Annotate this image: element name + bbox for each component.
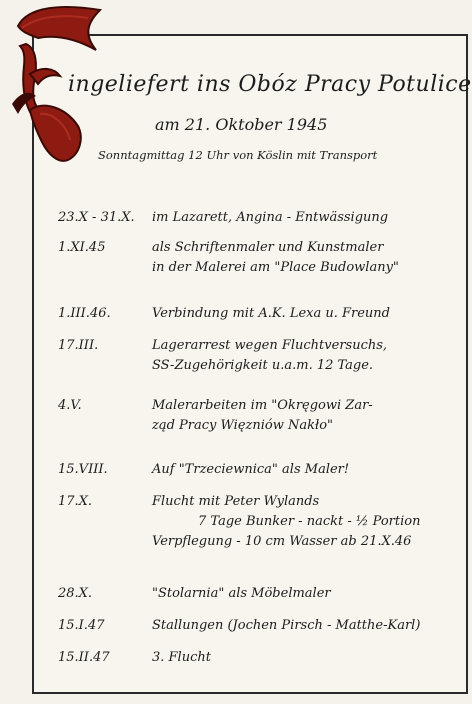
entry-line: SS-Zugehörigkeit u.a.m. 12 Tage. bbox=[152, 358, 374, 373]
entry-date: 17.III. bbox=[58, 338, 99, 353]
entry-line: "Stolarnia" als Möbelmaler bbox=[152, 586, 331, 601]
entry-line: 7 Tage Bunker - nackt - ½ Portion bbox=[198, 514, 421, 529]
entry-date: 17.X. bbox=[58, 494, 93, 509]
entry-text bbox=[152, 396, 457, 436]
entry-text bbox=[152, 460, 457, 480]
document-title: ingeliefert ins Obóz Pracy Potulice bbox=[68, 72, 472, 97]
entry-text bbox=[152, 584, 457, 604]
entry-date: 23.X - 31.X. bbox=[58, 210, 135, 225]
entry-date: 4.V. bbox=[58, 398, 82, 413]
entry-date: 28.X. bbox=[58, 586, 93, 601]
entry-date: 15.VIII. bbox=[58, 462, 108, 477]
entry-text bbox=[152, 492, 457, 552]
entry-line: Flucht mit Peter Wylands bbox=[152, 494, 320, 509]
entry-line: Verbindung mit A.K. Lexa u. Freund bbox=[152, 306, 390, 321]
entry-line: Malerarbeiten im "Okręgowi Zar- bbox=[152, 398, 373, 413]
entry-line: als Schriftenmaler und Kunstmaler bbox=[152, 240, 384, 255]
entry-line: im Lazarett, Angina - Entwässigung bbox=[152, 210, 389, 225]
entry-date: 15.I.47 bbox=[58, 618, 105, 633]
entry-date: 1.XI.45 bbox=[58, 240, 106, 255]
transport-note: Sonntagmittag 12 Uhr von Köslin mit Transport bbox=[98, 148, 378, 162]
entry-text bbox=[152, 238, 457, 278]
entry-text bbox=[152, 616, 457, 636]
entry-line: 3. Flucht bbox=[152, 650, 211, 665]
entry-text bbox=[152, 208, 457, 228]
entry-date: 15.II.47 bbox=[58, 650, 110, 665]
entry-line: in der Malerei am "Place Budowlany" bbox=[152, 260, 399, 275]
entry-line: Stallungen (Jochen Pirsch - Matthe-Karl) bbox=[152, 618, 421, 633]
entry-line: Verpflegung - 10 cm Wasser ab 21.X.46 bbox=[152, 534, 412, 549]
entry-text bbox=[152, 304, 457, 324]
entry-line: Auf "Trzeciewnica" als Maler! bbox=[152, 462, 350, 477]
entry-text bbox=[152, 336, 457, 376]
entry-line: Lagerarrest wegen Fluchtversuchs, bbox=[152, 338, 388, 353]
entry-date: 1.III.46. bbox=[58, 306, 111, 321]
entry-line: ząd Pracy Więzniów Nakło" bbox=[152, 418, 333, 433]
arrival-date: am 21. Oktober 1945 bbox=[155, 115, 328, 134]
entry-text bbox=[152, 648, 457, 668]
